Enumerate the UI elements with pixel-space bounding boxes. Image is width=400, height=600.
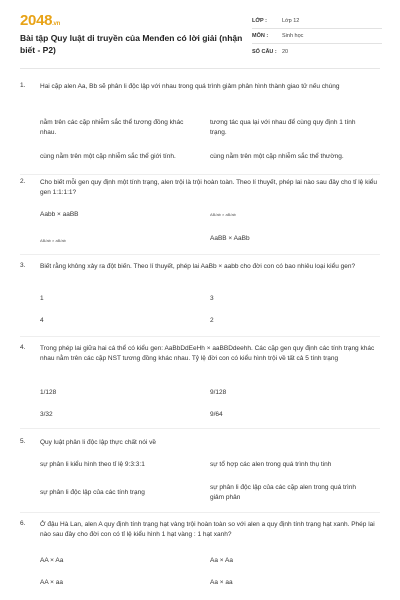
question-divider bbox=[20, 512, 380, 513]
question-divider bbox=[20, 428, 380, 429]
meta-label: MÔN : bbox=[252, 33, 269, 39]
answer-option-b[interactable]: 9/128 bbox=[210, 389, 227, 396]
logo-main: 2048 bbox=[20, 12, 53, 29]
document-title: Bài tập Quy luật di truyền của Menđen có lời giải (nhận biết - P2) bbox=[20, 33, 243, 55]
answer-option-b[interactable]: 3 bbox=[210, 295, 214, 302]
answer-option-a[interactable]: 1/128 bbox=[40, 389, 57, 396]
logo-suffix: .vn bbox=[52, 21, 60, 27]
answer-option-c[interactable]: 4 bbox=[40, 317, 44, 324]
answer-option-a[interactable]: Aabb × aaBB bbox=[40, 211, 79, 218]
answer-option-b[interactable]: tương tác qua lại với nhau để cùng quy định 1 tính trạng. bbox=[210, 119, 356, 136]
answer-option-a[interactable]: AA × Aa bbox=[40, 557, 64, 564]
meta-value: Sinh học bbox=[282, 33, 304, 39]
answer-option-d[interactable]: cùng nằm trên một cặp nhiễm sắc thể thường. bbox=[210, 153, 344, 160]
meta-row-count bbox=[252, 44, 382, 59]
worksheet-header bbox=[0, 0, 400, 62]
question-divider bbox=[20, 174, 380, 175]
question-text: Trong phép lai giữa hai cá thể có kiểu gen: AaBbDdEeHh × aaBBDdeehh. Các cặp gen quy định các tính trạng khác nhau nằm trên các cặp NST tương đồng khác nhau. Tỷ lệ đời con có kiểu hình trội về tất cả 5 tính trạng bbox=[40, 345, 375, 362]
header-divider bbox=[20, 68, 380, 69]
question-text: Biết rằng không xảy ra đột biến. Theo lí thuyết, phép lai AaBb × aabb cho đời con có bao nhiêu loại kiểu gen? bbox=[40, 263, 356, 270]
answer-option-d[interactable]: 2 bbox=[210, 317, 214, 324]
answer-option-c[interactable]: AB/ab × aB/ab bbox=[40, 238, 66, 243]
meta-value: 20 bbox=[282, 48, 289, 55]
meta-table bbox=[252, 14, 382, 59]
meta-label: SỐ CÂU : bbox=[252, 48, 277, 55]
answer-option-d[interactable]: 9/64 bbox=[210, 411, 223, 418]
answer-option-b[interactable]: AB/ab × aB/ab bbox=[210, 212, 236, 217]
meta-row-subject bbox=[252, 29, 382, 44]
answer-option-d[interactable]: AaBB × AaBb bbox=[210, 235, 250, 242]
meta-row-class bbox=[252, 14, 382, 29]
answer-option-b[interactable]: sự tổ hợp các alen trong quá trình thụ tinh bbox=[210, 461, 332, 468]
site-logo[interactable] bbox=[20, 12, 60, 29]
question-number: 1. bbox=[20, 82, 26, 89]
answer-option-c[interactable]: 3/32 bbox=[40, 411, 53, 418]
answer-option-a[interactable]: nằm trên các cặp nhiễm sắc thể tương đồng khác nhau. bbox=[40, 119, 184, 136]
question-text: Quy luật phân li độc lập thực chất nói về bbox=[40, 439, 157, 446]
question-text: Hai cặp alen Aa, Bb sẽ phân li độc lập với nhau trong quá trình giảm phân hình thành giao tử nếu chúng bbox=[40, 83, 340, 90]
question-text: Ở đậu Hà Lan, alen A quy định tính trạng hạt vàng trội hoàn toàn so với alen a quy định tính trạng hạt xanh. Phép lai nào sau đây cho đời con có tỉ lệ kiểu hình 1 hạt vàng : 1 hạt xanh? bbox=[40, 521, 375, 538]
answer-option-c[interactable]: cùng nằm trên một cặp nhiễm sắc thể giới tính. bbox=[40, 153, 176, 160]
question-divider bbox=[20, 254, 380, 255]
question-divider bbox=[20, 336, 380, 337]
answer-option-a[interactable]: sự phân li kiểu hình theo tỉ lệ 9:3:3:1 bbox=[40, 461, 145, 468]
answer-option-a[interactable]: 1 bbox=[40, 295, 44, 302]
answer-option-d[interactable]: Aa × aa bbox=[210, 579, 233, 586]
answer-option-d[interactable]: sự phân li độc lập của các cặp alen trong quá trình giảm phân bbox=[210, 484, 356, 501]
question-number: 2. bbox=[20, 178, 26, 185]
answer-option-b[interactable]: Aa × Aa bbox=[210, 557, 233, 564]
meta-value: Lớp 12 bbox=[282, 18, 300, 24]
question-number: 5. bbox=[20, 438, 26, 445]
question-number: 6. bbox=[20, 520, 26, 527]
answer-option-c[interactable]: sự phân li độc lập của các tính trạng bbox=[40, 489, 145, 496]
question-number: 3. bbox=[20, 262, 26, 269]
meta-label: LỚP : bbox=[252, 18, 267, 24]
question-number: 4. bbox=[20, 344, 26, 351]
answer-option-c[interactable]: AA × aa bbox=[40, 579, 63, 586]
question-text: Cho biết mỗi gen quy định một tính trạng, alen trội là trội hoàn toàn. Theo lí thuyết, phép lai nào sau đây cho tỉ lệ kiểu gen 1:1:1:1? bbox=[40, 179, 378, 196]
